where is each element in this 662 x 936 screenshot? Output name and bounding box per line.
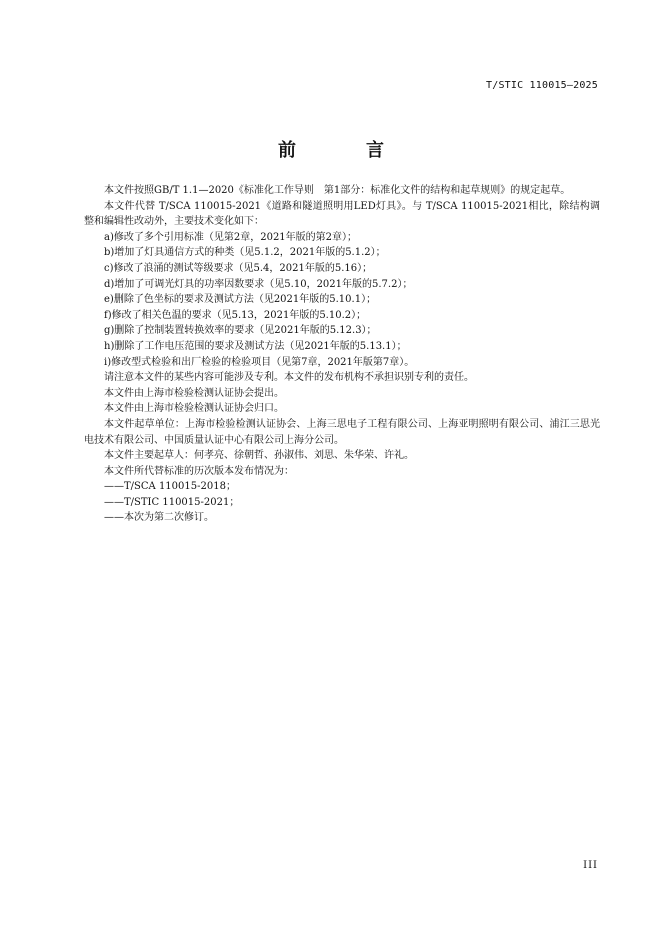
- paragraph-managed-by: 本文件由上海市检验检测认证协会归口。: [104, 403, 284, 415]
- list-item: h)删除了工作电压范围的要求及测试方法（见2021年版的5.13.1）；: [104, 340, 407, 352]
- list-item: g)删除了控制装置转换效率的要求（见2021年版的5.12.3）；: [104, 325, 377, 337]
- paragraph-history-intro: 本文件所代替标准的历次版本发布情况为：: [104, 465, 294, 477]
- list-item: i)修改型式检验和出厂检验的检验项目（见第7章，2021年版第7章）。: [104, 356, 415, 368]
- paragraph-drafting-units: 本文件起草单位：上海市检验检测认证协会、上海三思电子工程有限公司、上海亚明照明有限公司、浦江三思光电技术有限公司、中国质量认证中心有限公司上海分公司。: [84, 418, 600, 446]
- list-item: a)修改了多个引用标准（见第2章，2021年版的第2章）；: [104, 231, 358, 243]
- page-number: III: [583, 860, 598, 871]
- list-item: d)增加了可调光灯具的功率因数要求（见5.10，2021年版的5.7.2）；: [104, 278, 413, 290]
- paragraph-proposed-by: 本文件由上海市检验检测认证协会提出。: [104, 387, 284, 399]
- list-item: ——T/SCA 110015-2018；: [104, 481, 236, 493]
- paragraph-drafters: 本文件主要起草人：何孝亮、徐朝哲、孙淑伟、刘思、朱华荣、许礼。: [104, 450, 414, 462]
- paragraph-patent-notice: 请注意本文件的某些内容可能涉及专利。本文件的发布机构不承担识别专利的责任。: [104, 372, 474, 384]
- list-item: c)修改了浪涌的测试等级要求（见5.4，2021年版的5.16）；: [104, 262, 373, 274]
- version-history-list: [84, 479, 600, 526]
- list-item: b)增加了灯具通信方式的种类（见5.1.2，2021年版的5.1.2）；: [104, 247, 386, 259]
- document-code: T/STIC 110015—2025: [486, 80, 598, 91]
- list-item: e)删除了色坐标的要求及测试方法（见2021年版的5.10.1）；: [104, 294, 377, 306]
- list-item: ——本次为第二次修订。: [104, 512, 214, 524]
- list-item: ——T/STIC 110015-2021；: [104, 496, 240, 508]
- paragraph-drafting-rules: 本文件按照GB/T 1.1—2020《标准化工作导则 第1部分：标准化文件的结构和起草规则》的规定起草。: [104, 185, 571, 196]
- changes-list: [84, 230, 600, 370]
- paragraph-replacement: 本文件代替 T/SCA 110015-2021《道路和隧道照明用LED灯具》。与 T/SCA 110015-2021相比，除结构调整和编辑性改动外，主要技术变化如下：: [84, 200, 600, 228]
- list-item: f)修改了相关色温的要求（见5.13，2021年版的5.10.2）；: [104, 309, 367, 321]
- foreword-body: [84, 183, 600, 526]
- page-title: 前 言: [278, 140, 410, 161]
